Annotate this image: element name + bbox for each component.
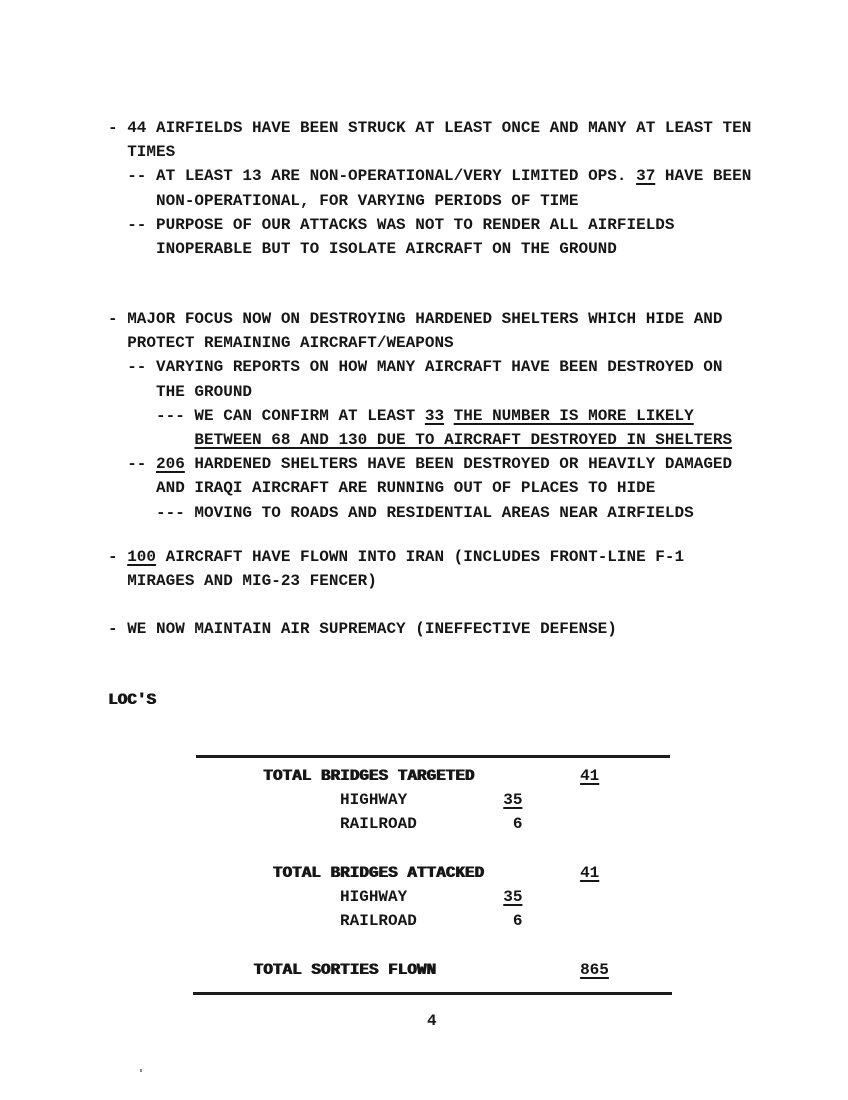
text-segment: AND IRAQI AIRCRAFT ARE RUNNING OUT OF PLACES TO HIDE	[108, 479, 656, 498]
text-line	[108, 452, 732, 476]
text-line	[108, 213, 751, 237]
text-segment: PROTECT REMAINING AIRCRAFT/WEAPONS	[108, 334, 454, 353]
text-line	[196, 933, 670, 957]
text-segment	[196, 864, 273, 882]
text-line	[108, 307, 732, 331]
section-heading-locs	[108, 688, 156, 712]
text-segment: INOPERABLE BUT TO ISOLATE AIRCRAFT ON THE GROUND	[108, 239, 617, 258]
text-segment: LOC'S	[108, 691, 157, 709]
text-line	[108, 355, 732, 379]
text-segment	[474, 767, 580, 785]
text-line	[108, 617, 617, 641]
text-segment: -- AT LEAST 13 ARE NON-OPERATIONAL/VERY LIMITED OPS.	[108, 167, 637, 186]
text-segment: --- WE CAN CONFIRM AT LEAST	[108, 406, 425, 425]
page-number: 4	[427, 1012, 437, 1030]
text-line	[108, 404, 732, 428]
text-line	[108, 428, 732, 452]
text-line	[108, 380, 732, 404]
text-segment: MIRAGES AND MIG-23 FENCER)	[108, 572, 377, 591]
text-segment: THE GROUND	[108, 382, 253, 401]
text-segment	[196, 767, 263, 785]
text-segment: - 44 AIRFIELDS HAVE BEEN STRUCK AT LEAST ONCE AND MANY AT LEAST TEN	[108, 119, 752, 137]
text-segment: TIMES	[108, 143, 176, 162]
underlined-text: 33	[424, 406, 445, 425]
text-line	[196, 885, 670, 909]
bridges-sorties-table	[196, 755, 670, 982]
text-segment	[484, 864, 580, 882]
text-line	[108, 140, 751, 164]
paragraph-air-supremacy	[108, 617, 617, 641]
text-segment: HIGHWAY	[196, 791, 504, 810]
text-line	[108, 688, 156, 712]
underlined-text: BETWEEN 68 AND 130 DUE TO AIRCRAFT DESTROYED IN SHELTERS	[194, 430, 733, 449]
text-line	[196, 861, 670, 885]
paragraph-aircraft-iran	[108, 545, 684, 593]
text-line	[108, 545, 684, 569]
text-line	[108, 237, 751, 261]
text-segment: TOTAL BRIDGES ATTACKED	[272, 863, 485, 882]
text-line	[108, 476, 732, 500]
text-segment	[108, 431, 194, 449]
scan-artifact-dot	[140, 1069, 142, 1072]
text-line	[108, 189, 751, 213]
text-segment	[436, 961, 580, 979]
text-line	[196, 958, 670, 982]
text-segment: RAILROAD 6	[196, 815, 523, 834]
text-line	[196, 909, 670, 933]
text-segment: TOTAL BRIDGES TARGETED	[263, 767, 475, 785]
paragraph-hardened-shelters	[108, 307, 732, 525]
text-line	[196, 812, 670, 836]
text-line	[196, 837, 670, 861]
underlined-text: 100	[127, 548, 157, 566]
text-segment: - MAJOR FOCUS NOW ON DESTROYING HARDENED SHELTERS WHICH HIDE AND	[108, 310, 723, 328]
text-segment: HARDENED SHELTERS HAVE BEEN DESTROYED OR HEAVILY DAMAGED	[184, 455, 733, 474]
underlined-text: 35	[503, 887, 523, 906]
text-segment: --- MOVING TO ROADS AND RESIDENTIAL AREAS NEAR AIRFIELDS	[108, 503, 694, 522]
text-line	[108, 569, 684, 593]
text-segment: RAILROAD 6	[196, 912, 523, 931]
text-segment: -- PURPOSE OF OUR ATTACKS WAS NOT TO RENDER ALL AIRFIELDS	[108, 215, 675, 234]
text-segment: TOTAL SORTIES FLOWN	[253, 960, 437, 979]
underlined-text: 37	[636, 167, 656, 186]
text-segment: - WE NOW MAINTAIN AIR SUPREMACY (INEFFECTIVE DEFENSE)	[108, 620, 617, 638]
text-segment: NON-OPERATIONAL, FOR VARYING PERIODS OF TIME	[108, 191, 579, 210]
text-line	[108, 331, 732, 355]
table-bottom-rule	[193, 992, 672, 995]
text-line	[108, 164, 751, 188]
text-segment: -	[108, 548, 128, 566]
underlined-text: 35	[503, 791, 523, 810]
text-segment	[444, 407, 454, 425]
text-line	[196, 764, 670, 788]
underlined-text: 41	[580, 863, 600, 882]
underlined-text: 206	[156, 455, 185, 474]
text-segment: AIRCRAFT HAVE FLOWN INTO IRAN (INCLUDES FRONT-LINE F-1	[156, 548, 685, 566]
text-line	[108, 501, 732, 525]
text-line	[196, 788, 670, 812]
text-segment: --	[108, 455, 157, 474]
text-segment	[196, 961, 254, 979]
text-segment: HAVE BEEN	[655, 167, 752, 186]
underlined-text: 41	[580, 767, 600, 785]
underlined-text: 865	[580, 960, 609, 979]
underlined-text: THE NUMBER IS MORE LIKELY	[453, 406, 694, 425]
paragraph-airfields-struck	[108, 116, 751, 261]
text-segment: HIGHWAY	[196, 887, 504, 906]
text-line	[108, 116, 751, 140]
text-segment: -- VARYING REPORTS ON HOW MANY AIRCRAFT HAVE BEEN DESTROYED ON	[108, 358, 723, 377]
